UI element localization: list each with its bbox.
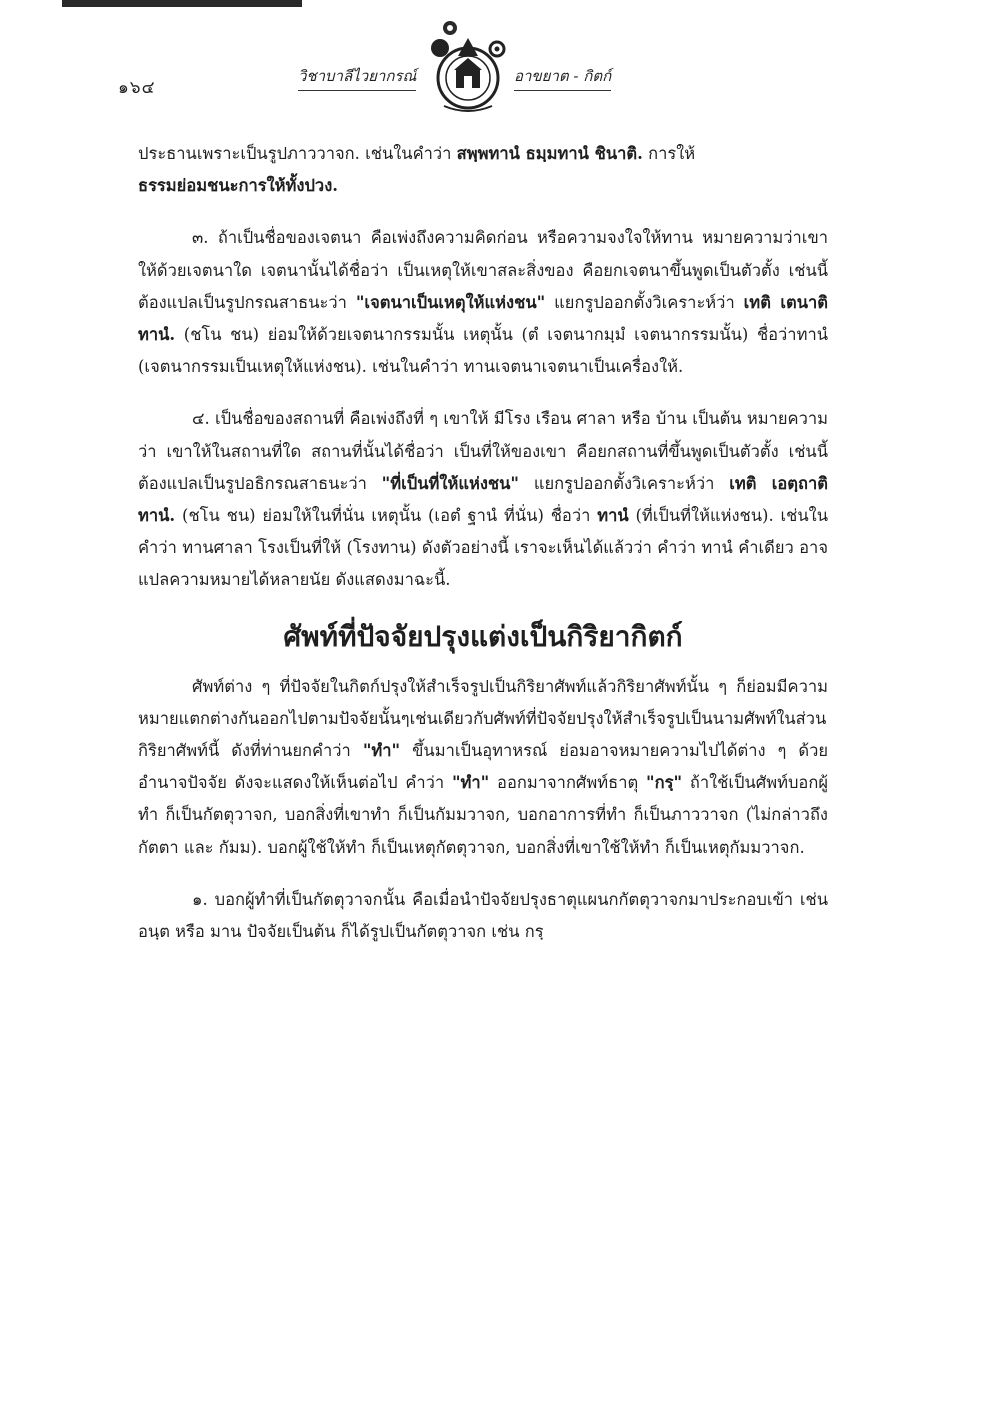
paragraph-item-4 [138,403,828,596]
seal-logo-icon [420,18,516,118]
text-run: ขึ้นมาเป็นอุทาหรณ์ ย่อมอาจหมายความไปได้ต่าง ๆ ด้วยอำนาจปัจจัย ดังจะแสดงให้เห็นต่อไป คำว่า [138,741,829,793]
text-run: ถ้าใช้เป็นศัพท์บอกผู้ทำ ก็เป็นกัตตุวาจก, บอกสิ่งที่เขาทำ ก็เป็นกัมมวาจก, บอกอาการที่ทำ ก็เป็นภาววาจก (ไม่กล่าวถึงกัตตา และ กัมม). บอกผู้ใช้ให้ทำ ก็เป็นเหตุกัตตุวาจก, บอกสิ่งที่เขาใช้ให้ทำ ก็เป็นเหตุกัมมวาจก. [138,773,828,857]
text-run: ๔. เป็นชื่อของสถานที่ คือเพ่งถึงที่ ๆ เขาให้ มีโรง เรือน ศาลา หรือ บ้าน เป็นต้น หมายความว่า เขาให้ในสถานที่ใด สถานที่นั้นได้ชื่อว่า เป็นที่ให้ของเขา คือยกสถานที่ขึ้นพูดเป็นตัวตั้ง เช่นนี้ต้องแปลเป็นรูปอธิกรณสาธนะว่า [138,409,828,493]
paragraph-item-3 [138,222,828,383]
text-run: ศัพท์ต่าง ๆ ที่ปัจจัยในกิตก์ปรุงให้สำเร็จรูปเป็นกิริยาศัพท์แล้วกิริยาศัพท์นั้น ๆ ก็ย่อมมีความหมายแตกต่างกันออกไปตามปัจจัยนั้นๆเช่นเดียวกับศัพท์ที่ปัจจัยปรุงให้สำเร็จรูปเป็นนามศัพท์ในส่วนกิริยาศัพท์นี้ ดังที่ท่านยกคำว่า [138,676,828,761]
quoted-root: "กรฺ" [646,773,683,793]
page-header [0,0,1000,120]
quoted-term: "ทำ" [362,741,401,761]
definition-phrase: "เจตนาเป็นเหตุให้แห่งชน" [355,292,546,312]
text-run: (ชโน ชน) ย่อมให้ด้วยเจตนากรรมนั้น เหตุนั้น (ตํ เจตนากมฺมํ เจตนากรรมนั้น) ชื่อว่าทานํ (เจตนากรรมเป็นเหตุให้แห่งชน). เช่นในคำว่า ทานเจตนาเจตนาเป็นเครื่องให้. [138,325,828,377]
header-chapter-title: อาขยาต - กิตก์ [514,64,611,91]
paragraph-intro [138,671,828,864]
pali-phrase: สพฺพทานํ ธมฺมทานํ ชินาติ. [456,144,643,163]
pali-analysis: เทติ เตนาติ ทานํ. [138,292,828,345]
pali-term: ทานํ [597,506,629,526]
text-run: (ที่เป็นที่ให้แห่งชน). เช่นในคำว่า ทานศาลา โรงเป็นที่ให้ (โรงทาน) ดังตัวอย่างนี้ เราจะเห็นได้แล้วว่า คำว่า ทานํ คำเดียว อาจแปลความหมายได้หลายนัย ดังแสดงมาฉะนี้. [138,506,828,590]
definition-phrase: "ที่เป็นที่ให้แห่งชน" [381,473,519,493]
text-run: ออกมาจากศัพท์ธาตุ [489,773,646,793]
text-run: การให้ [642,144,696,163]
text-run: ประธานเพราะเป็นรูปภาววาจก. เช่นในคำว่า [138,144,457,163]
paragraph-continuation [138,138,828,202]
text-run: แยกรูปออกตั้งวิเคราะห์ว่า [545,292,744,312]
text-run: (ชโน ชน) ย่อมให้ในที่นั่น เหตุนั้น (เอตํ ฐานํ ที่นั่น) ชื่อว่า [175,506,598,526]
text-run: แยกรูปออกตั้งวิเคราะห์ว่า [519,473,730,493]
section-heading: ศัพท์ที่ปัจจัยปรุงแต่งเป็นกิริยากิตก์ [283,619,683,653]
header-course-title: วิชาบาลีไวยากรณ์ [298,64,416,91]
page-number: ๑๖๔ [118,78,156,98]
translation-phrase: ธรรมย่อมชนะการให้ทั้งปวง. [138,176,338,196]
paragraph-item-1: ๑. บอกผู้ทำที่เป็นกัตตุวาจกนั้น คือเมื่อนำปัจจัยปรุงธาตุแผนกกัตตุวาจกมาประกอบเข้า เช่น อนฺต หรือ มาน ปัจจัยเป็นต้น ก็ได้รูปเป็นกัตตุวาจก เช่น กรฺ [138,889,828,942]
quoted-term: "ทำ" [451,773,490,793]
document-body [138,138,828,968]
pali-analysis: เทติ เอตฺถาติ ทานํ. [138,473,828,526]
text-run: ๓. ถ้าเป็นชื่อของเจตนา คือเพ่งถึงความคิดก่อน หรือความจงใจให้ทาน หมายความว่าเขาให้ด้วยเจตนาใด เจตนานั้นได้ชื่อว่า เป็นเหตุให้เขาสละสิ่งของ คือยกเจตนาขึ้นพูดเป็นตัวตั้ง เช่นนี้ต้องแปลเป็นรูปกรณสาธนะว่า [138,228,828,312]
